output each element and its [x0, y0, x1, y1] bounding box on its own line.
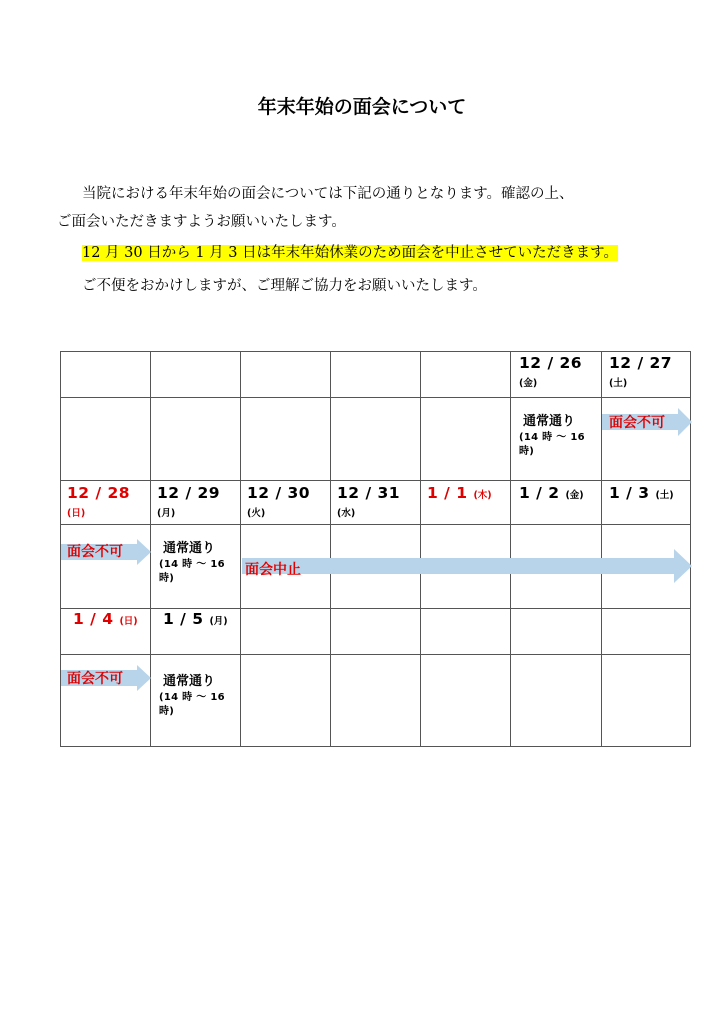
suspended-arrow	[242, 549, 692, 583]
date-0102: 1 / 2 (金)	[519, 484, 584, 502]
highlighted-notice: 12 月 30 日から 1 月 3 日は年末年始休業のため面会を中止させていただきます。	[82, 245, 618, 261]
intro-line-1: 当院における年末年始の面会については下記の通りとなります。確認の上、	[82, 186, 574, 202]
no-visit-label-2: 面会不可	[67, 544, 123, 560]
date-1226: 12 / 26 (金)	[519, 354, 583, 389]
no-visit-label-1: 面会不可	[609, 415, 665, 431]
date-1227: 12 / 27 (土)	[609, 354, 673, 389]
normal-hours-0105: 通常通り (14 時 ～ 16 時)	[159, 674, 225, 717]
closure-notice	[82, 243, 618, 263]
page-title: 年末年始の面会について	[257, 96, 467, 118]
normal-hours-1226: 通常通り (14 時 ～ 16 時)	[519, 414, 585, 457]
intro-line-2: ご面会いただきますようお願いいたします。	[57, 214, 346, 230]
holiday-calendar	[60, 351, 691, 747]
date-0104: 1 / 4 (日)	[73, 610, 138, 628]
date-0105: 1 / 5 (月)	[163, 610, 228, 628]
date-1228: 12 / 28 (日)	[67, 484, 131, 519]
suspended-label: 面会中止	[245, 562, 301, 578]
date-0101: 1 / 1 (木)	[427, 484, 492, 502]
date-1230: 12 / 30 (火)	[247, 484, 311, 519]
apology-line: ご不便をおかけしますが、ご理解ご協力をお願いいたします。	[82, 278, 487, 294]
no-visit-label-3: 面会不可	[67, 671, 123, 687]
date-1229: 12 / 29 (月)	[157, 484, 221, 519]
date-1231: 12 / 31 (水)	[337, 484, 401, 519]
normal-hours-1229: 通常通り (14 時 ～ 16 時)	[159, 541, 225, 584]
date-0103: 1 / 3 (土)	[609, 484, 674, 502]
